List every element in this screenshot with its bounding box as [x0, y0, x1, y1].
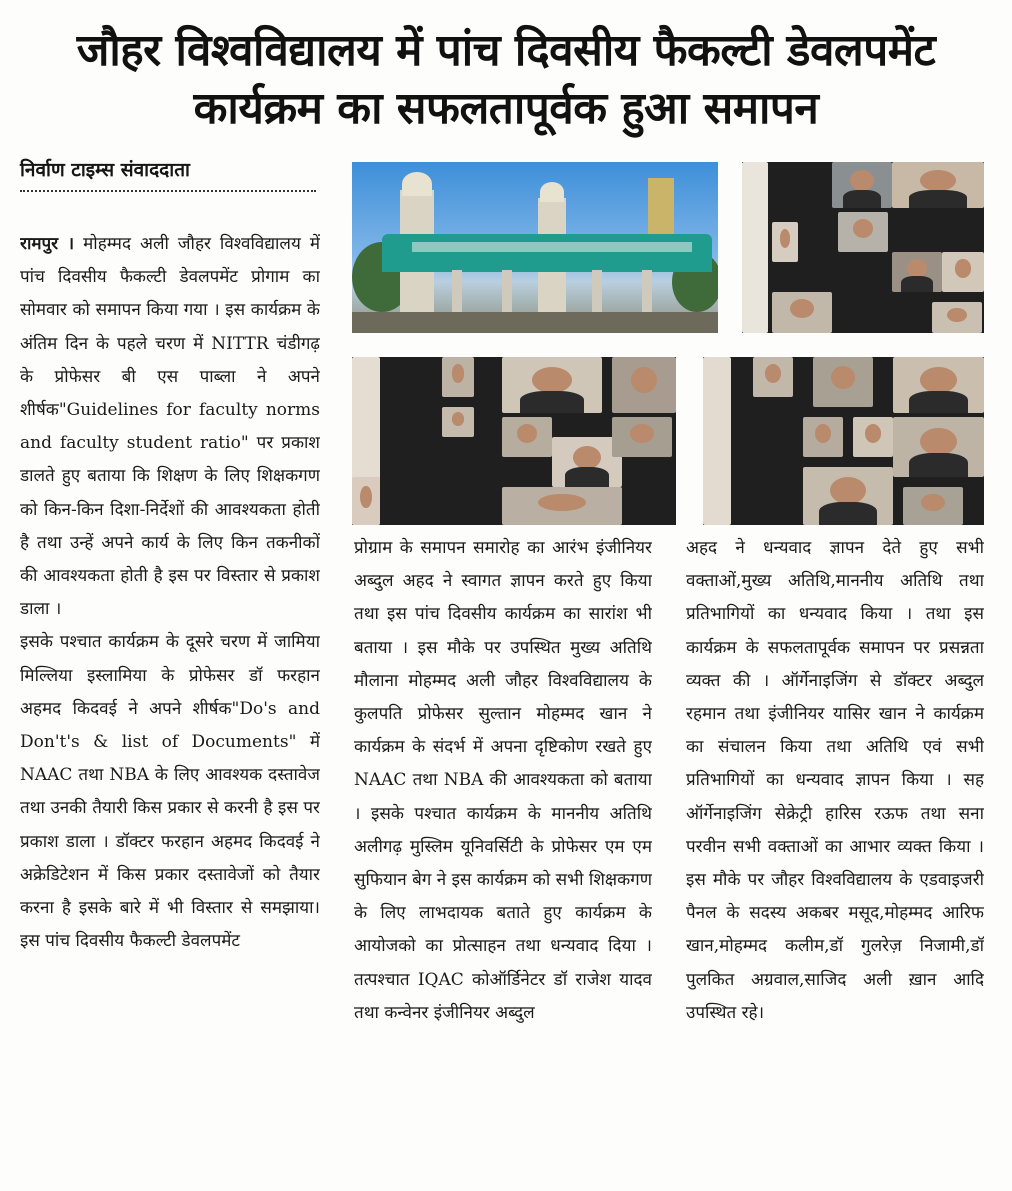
- headline-line-1: जौहर विश्वविद्यालय में पांच दिवसीय फैकल्टी डेवलपमेंट: [76, 25, 936, 76]
- article-column-3-text: अहद ने धन्यवाद ज्ञापन देते हुए सभी वक्ताओं,मुख्य अतिथि,माननीय अतिथि तथा प्रतिभागियों का धन्यवाद किया । तथा इस कार्यक्रम के सफलतापूर्वक समापन पर प्रसन्नता व्यक्त की । ऑर्गेनाइजिंग से डॉक्टर अब्दुल रहमान तथा इंजीनियर यासिर खान ने कार्यक्रम का संचालन किया तथा अतिथि एवं सभी प्रतिभागियों का धन्यवाद ज्ञापन किया । सह ऑर्गेनाइजिंग सेक्रेट्री हारिस रऊफ तथा सना परवीन सभी वक्ताओं का आभार व्यक्त किया । इस मौके पर जौहर विश्वविद्यालय के एडवाइजरी पैनल के सदस्य अकबर मसूद,मोहम्मद आरिफ खान,मोहम्मद कलीम,डॉ गुलरेज़ निजामी,डॉ पुलकित अग्रवाल,साजिद अली ख़ान आदि उपस्थित रहे।: [686, 538, 984, 1023]
- article-column-1: [20, 228, 320, 1183]
- headline: [14, 22, 998, 138]
- article-column-3: [686, 532, 984, 1182]
- university-gate-photo: [352, 162, 718, 333]
- video-conference-screenshot-1: [742, 162, 984, 333]
- headline-line-2: कार्यक्रम का सफलतापूर्वक हुआ समापन: [193, 83, 819, 134]
- article-paragraph-1-text: मोहम्मद अली जौहर विश्वविद्यालय में पांच दिवसीय फैकल्टी डेवलपमेंट प्रोगाम का सोमवार को समापन किया गया । इस कार्यक्रम के अंतिम दिन के पहले चरण में NITTR चंडीगढ़ के प्रोफेसर बी एस पाब्ला ने अपने शीर्षक"Guidelines for faculty norms and faculty student ratio" पर प्रकाश डालते हुए बताया कि शिक्षण के लिए शिक्षकगण को किन-किन दिशा-निर्देशों की आवश्यकता होती है तथा उन्हें अपने कार्य के लिए किन तकनीकों की आवश्यकता होती है इस पर विस्तार से प्रकाश डाला ।: [20, 234, 320, 620]
- article-paragraph-2: इसके पश्चात कार्यक्रम के दूसरे चरण में जामिया मिल्लिया इस्लामिया के प्रोफेसर डॉ फरहान अहमद किदवई ने अपने शीर्षक"Do's and Don't's & list of Documents" में NAAC तथा NBA के लिए आवश्यक दस्तावेज तथा उनकी तैयारी किस प्रकार से करनी है इस पर प्रकाश डाला । डॉक्टर फरहान अहमद किदवई ने अक्रेडिटेशन में किस प्रकार दस्तावेजों को तैयार करना है इसके बारे में भी विस्तार से समझाया। इस पांच दिवसीय फैकल्टी डेवलपमेंट: [20, 632, 320, 952]
- dateline-place: रामपुर ।: [20, 234, 75, 254]
- byline: निर्वाण टाइम्स संवाददाता: [20, 156, 316, 192]
- video-conference-screenshot-3: [703, 357, 984, 525]
- article-column-2: [354, 532, 652, 1182]
- article-column-2-text: प्रोग्राम के समापन समारोह का आरंभ इंजीनियर अब्दुल अहद ने स्वागत ज्ञापन करते हुए किया तथा इस पांच दिवसीय कार्यक्रम का सारांश भी बताया । इस मौके पर उपस्थित मुख्य अतिथि मौलाना मोहम्मद अली जौहर विश्वविद्यालय के कुलपति प्रोफेसर सुल्तान मोहम्मद खान ने कार्यक्रम के संदर्भ में अपना दृष्टिकोण रखते हुए NAAC तथा NBA की आवश्यकता को बताया । इसके पश्चात कार्यक्रम के माननीय अतिथि अलीगढ़ मुस्लिम यूनिवर्सिटी के प्रोफेसर एम एम सुफियान बेग ने इस कार्यक्रम को सभी शिक्षकगण के लिए लाभदायक बताते हुए कार्यक्रम के आयोजको का प्रोत्साहन तथा धन्यवाद दिया । तत्पश्चात IQAC कोऑर्डिनेटर डॉ राजेश यादव तथा कन्वेनर इंजीनियर अब्दुल: [354, 538, 652, 1023]
- video-conference-screenshot-2: [352, 357, 676, 525]
- article-paragraph-1: [20, 228, 320, 626]
